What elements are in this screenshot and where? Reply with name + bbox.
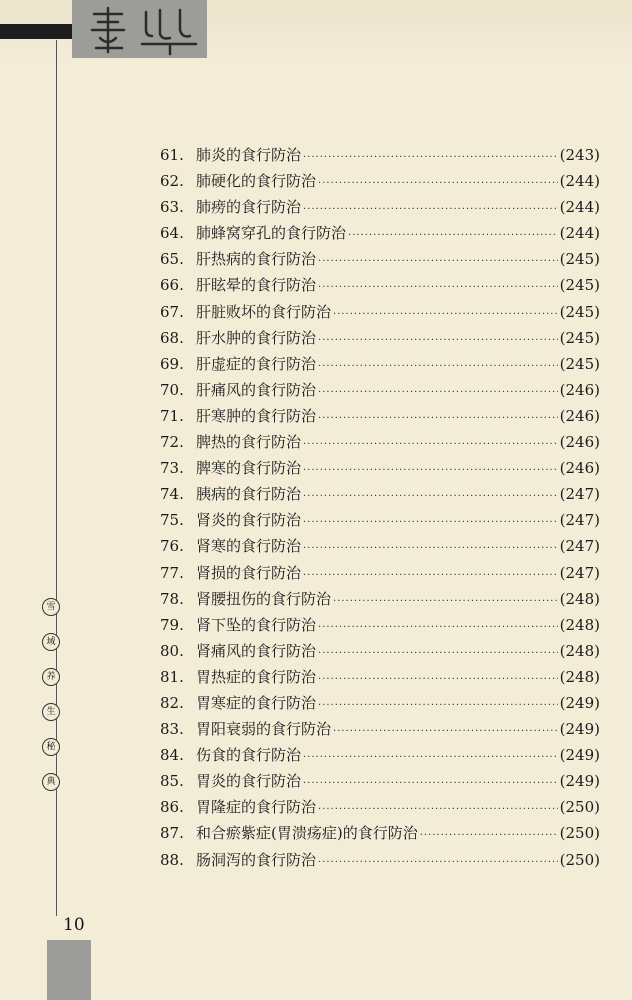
toc-entry-number: 64. [160,224,184,243]
toc-entry-title: 肺炎的食行防治 [196,146,302,164]
toc-entry [160,351,600,377]
toc-entry-title: 肾损的食行防治 [196,563,302,582]
toc-entry-number: 84. [160,746,184,765]
toc-entry-number: 82. [160,693,184,712]
toc-entry [160,272,600,298]
toc-entry [160,742,600,768]
toc-entry-number: 78. [160,589,184,608]
toc-entry-title: 胃隆症的食行防治 [196,798,317,817]
toc-entry-page: (248) [559,615,600,634]
toc-entry [160,794,600,820]
toc-entry-number: 88. [160,850,184,869]
toc-entry-number: 67. [160,302,184,321]
toc-entry-page: (245) [559,354,600,373]
series-title-char: 典 [42,773,60,791]
toc-entry-number: 83. [160,720,184,739]
toc-entry-number: 74. [160,485,184,504]
toc-leader-dots [420,823,558,849]
toc-leader-dots [318,850,558,876]
toc-entry-page: (248) [559,667,600,686]
toc-entry-title: 肺硬化的食行防治 [196,172,317,191]
toc-entry [160,847,600,873]
toc-entry [160,142,600,168]
footer-block [47,940,91,1000]
toc-entry [160,716,600,742]
toc-entry-page: (247) [559,485,600,504]
toc-leader-dots [303,771,558,797]
toc-entry-number: 62. [160,172,184,191]
toc-entry [160,429,600,455]
toc-entry-number: 80. [160,641,184,660]
toc-entry-page: (249) [559,746,600,765]
toc-entry [160,403,600,429]
toc-leader-dots [318,354,558,380]
toc-entry-page: (245) [559,250,600,269]
toc-entry-title: 伤食的食行防治 [196,746,302,765]
toc-entry [160,377,600,403]
toc-entry-title: 胃热症的食行防治 [196,667,317,686]
toc-leader-dots [318,615,558,641]
toc-leader-dots [318,641,558,667]
toc-entry-page: (250) [559,798,600,817]
toc-entry-title: 肝痛风的食行防治 [196,380,317,399]
toc-entry-title: 脾热的食行防治 [196,433,302,452]
header-logo [72,0,207,58]
toc-entry-number: 75. [160,511,184,530]
toc-leader-dots [348,223,558,249]
toc-entry-title: 肝虚症的食行防治 [196,354,317,373]
series-title-char: 养 [42,668,60,686]
toc-entry-page: (248) [559,589,600,608]
toc-entry [160,664,600,690]
header-black-bar [0,24,72,39]
toc-entry-number: 87. [160,824,184,843]
toc-entry-title: 肝脏败坏的食行防治 [196,302,332,321]
toc-entry [160,507,600,533]
toc-entry-title: 胰病的食行防治 [196,485,302,504]
toc-leader-dots [333,719,558,745]
toc-entry-title: 肝水肿的食行防治 [196,328,317,347]
toc-entry-title: 肾痛风的食行防治 [196,641,317,660]
toc-entry-title: 肝眩晕的食行防治 [196,276,317,295]
toc-leader-dots [333,302,558,328]
toc-entry-page: (245) [559,302,600,321]
toc-leader-dots [303,563,558,589]
toc-entry-number: 65. [160,250,184,269]
toc-entry-page: (249) [559,693,600,712]
toc-leader-dots [318,667,558,693]
toc-entry-number: 85. [160,772,184,791]
toc-entry-page: (248) [559,641,600,660]
toc-entry-page: (250) [559,850,600,869]
toc-entry-title: 肺蜂窝穿孔的食行防治 [196,224,347,243]
series-title-char: 秘 [42,738,60,756]
toc-entry [160,481,600,507]
toc-entry-number: 79. [160,615,184,634]
toc-entry [160,325,600,351]
toc-entry [160,194,600,220]
toc-entry [160,220,600,246]
page-number: 10 [63,915,85,935]
toc-entry-number: 66. [160,276,184,295]
toc-entry [160,638,600,664]
toc-entry-page: (246) [559,406,600,425]
toc-entry-title: 胃炎的食行防治 [196,772,302,791]
toc-leader-dots [318,171,558,197]
toc-leader-dots [303,536,558,562]
toc-leader-dots [333,589,558,615]
toc-entry [160,768,600,794]
toc-entry-page: (250) [559,824,600,843]
toc-entry-title: 肾炎的食行防治 [196,511,302,530]
toc-entry-page: (246) [559,380,600,399]
toc-entry [160,455,600,481]
toc-entry-page: (246) [559,433,600,452]
series-title-char: 域 [42,633,60,651]
toc-entry-title: 肝寒肿的食行防治 [196,406,317,425]
toc-entry-number: 73. [160,459,184,478]
toc-entry-title: 肠洞泻的食行防治 [196,850,317,869]
toc-entry [160,168,600,194]
toc-leader-dots [318,380,558,406]
toc-leader-dots [303,145,558,171]
toc-entry [160,533,600,559]
toc-entry-page: (247) [559,511,600,530]
series-title-vertical [36,598,70,808]
toc-entry-title: 肾寒的食行防治 [196,537,302,556]
toc-leader-dots [318,249,558,275]
toc-entry-page: (246) [559,459,600,478]
toc-entry-number: 61. [160,146,184,164]
toc-entry-title: 胃阳衰弱的食行防治 [196,720,332,739]
toc-entry-page: (243) [559,146,600,164]
toc-entry-title: 肾下坠的食行防治 [196,615,317,634]
toc-entry-number: 69. [160,354,184,373]
toc-entry-number: 77. [160,563,184,582]
toc-entry-number: 68. [160,328,184,347]
toc-entry-number: 70. [160,380,184,399]
toc-entry-page: (244) [559,198,600,217]
toc-entry [160,690,600,716]
toc-entry-page: (245) [559,276,600,295]
series-title-char: 生 [42,703,60,721]
toc-entry-page: (244) [559,224,600,243]
toc-entry [160,586,600,612]
toc-leader-dots [303,432,558,458]
series-title-char: 雪 [42,598,60,616]
toc-entry-title: 肝热病的食行防治 [196,250,317,269]
toc-leader-dots [303,484,558,510]
toc-entry [160,299,600,325]
toc-entry-page: (249) [559,772,600,791]
toc-leader-dots [318,275,558,301]
toc-entry-number: 71. [160,406,184,425]
toc-leader-dots [318,406,558,432]
toc-entry-page: (245) [559,328,600,347]
toc-entry-title: 肺痨的食行防治 [196,198,302,217]
toc-entry-number: 76. [160,537,184,556]
toc-entry-page: (249) [559,720,600,739]
toc-leader-dots [303,510,558,536]
logo-calligraphy-icon [72,0,207,58]
toc-entry-title: 脾寒的食行防治 [196,459,302,478]
toc-leader-dots [303,458,558,484]
toc-entry-number: 63. [160,198,184,217]
toc-leader-dots [318,328,558,354]
toc-leader-dots [303,745,558,771]
toc-entry [160,560,600,586]
toc-entry-title: 和合瘀紫症(胃溃疡症)的食行防治 [196,824,418,843]
toc-leader-dots [318,693,558,719]
toc-entry-title: 胃寒症的食行防治 [196,693,317,712]
toc-entry-title: 肾腰扭伤的食行防治 [196,589,332,608]
table-of-contents [160,142,600,873]
toc-entry-page: (247) [559,537,600,556]
toc-entry-number: 81. [160,667,184,686]
toc-entry-number: 72. [160,433,184,452]
toc-entry-number: 86. [160,798,184,817]
toc-entry-page: (244) [559,172,600,191]
toc-entry [160,820,600,846]
toc-entry-page: (247) [559,563,600,582]
toc-entry [160,246,600,272]
toc-entry [160,612,600,638]
